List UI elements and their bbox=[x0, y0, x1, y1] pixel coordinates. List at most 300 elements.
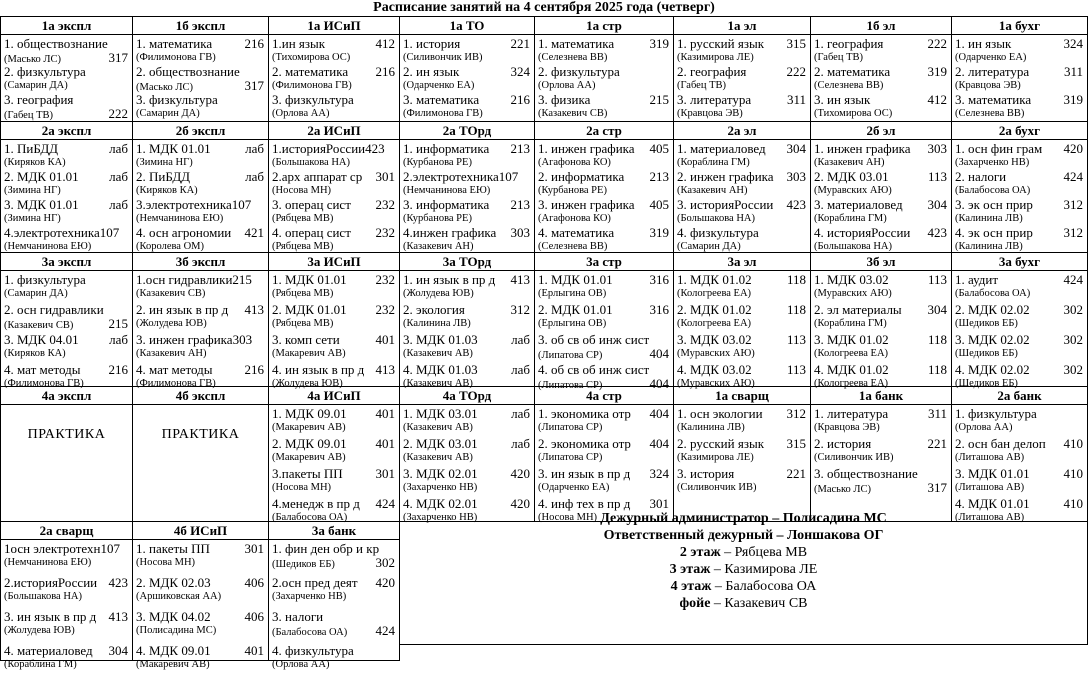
group-cell bbox=[269, 387, 400, 522]
lesson-teacher: (Одарченко ЕА) bbox=[403, 80, 475, 91]
lesson-subject: 3.пакеты ПП bbox=[272, 466, 343, 481]
lesson-teacher: (Калинина ЛВ) bbox=[677, 422, 745, 433]
lesson-room: 311 bbox=[786, 92, 806, 107]
lesson-subject: 3. комп сети bbox=[272, 332, 340, 347]
lesson-list bbox=[1, 35, 132, 120]
group-header: 3а банк bbox=[269, 522, 399, 540]
lesson-room: 221 bbox=[510, 36, 530, 51]
lesson-subject: 2.арх аппарат ср bbox=[272, 169, 363, 184]
lesson-teacher-line bbox=[4, 156, 128, 169]
lesson-teacher-line bbox=[4, 240, 128, 253]
lesson-teacher-line bbox=[272, 51, 395, 64]
lesson-teacher-line bbox=[677, 347, 806, 360]
lesson-list bbox=[952, 140, 1087, 253]
lesson-subject-line bbox=[677, 141, 806, 156]
lesson-teacher-line bbox=[272, 287, 395, 300]
lesson-teacher-line bbox=[538, 51, 669, 64]
lesson-teacher-line bbox=[955, 317, 1083, 330]
lesson-subject-line bbox=[4, 141, 128, 156]
group-header: 2а ИСиП bbox=[269, 122, 399, 140]
lesson-teacher-line bbox=[403, 156, 530, 169]
lesson-list bbox=[400, 271, 534, 392]
lesson-subject: 2. МДК 01.01 bbox=[538, 302, 613, 317]
lesson-room: 319 bbox=[649, 36, 669, 51]
group-cell bbox=[400, 387, 535, 522]
lesson-teacher: (Филимонова ГВ) bbox=[4, 378, 84, 389]
lesson-teacher: (Орлова АА) bbox=[538, 80, 596, 91]
lesson-subject: 1. МДК 01.01 bbox=[136, 141, 211, 156]
lesson-teacher: (Зимина НГ) bbox=[4, 185, 61, 196]
lesson-list bbox=[674, 35, 810, 120]
lesson-subject: 2. налоги bbox=[955, 169, 1007, 184]
lesson-teacher: (Липатова СР) bbox=[538, 380, 603, 391]
lesson-entry bbox=[538, 225, 669, 253]
lesson-subject: 4. эк осн прир bbox=[955, 225, 1033, 240]
lesson-room: 405 bbox=[649, 141, 669, 156]
lesson-teacher-line bbox=[955, 240, 1083, 253]
lesson-room: лаб bbox=[511, 332, 530, 347]
lesson-teacher: (Орлова АА) bbox=[272, 659, 330, 670]
lesson-teacher-line bbox=[814, 451, 947, 464]
lesson-teacher-line bbox=[403, 240, 530, 253]
lesson-teacher: (Полисадина МС) bbox=[136, 625, 217, 636]
lesson-subject-line bbox=[4, 643, 128, 658]
group-cell bbox=[269, 16, 400, 122]
lesson-entry bbox=[136, 609, 264, 643]
lesson-subject: 3. ин язык в пр д bbox=[538, 466, 631, 481]
lesson-subject: 3. информатика bbox=[403, 197, 490, 212]
lesson-subject-line bbox=[403, 436, 530, 451]
lesson-teacher-line bbox=[814, 481, 947, 496]
lesson-subject-line bbox=[4, 362, 128, 377]
page-title: Расписание занятий на 4 сентября 2025 года (четверг) bbox=[373, 0, 715, 15]
lesson-subject-line bbox=[272, 272, 395, 287]
lesson-entry bbox=[272, 272, 395, 302]
lesson-subject: 4. МДК 01.02 bbox=[814, 362, 889, 377]
lesson-entry bbox=[4, 272, 128, 302]
lesson-entry bbox=[403, 302, 530, 332]
lesson-subject-line bbox=[677, 169, 806, 184]
group-cell bbox=[0, 122, 133, 253]
group-cell bbox=[535, 253, 674, 391]
lesson-list bbox=[133, 140, 268, 253]
lesson-subject-line bbox=[538, 436, 669, 451]
duty-label: 3 этаж bbox=[669, 562, 711, 577]
lesson-subject-line bbox=[955, 362, 1083, 377]
lesson-subject: 1. МДК 01.02 bbox=[677, 272, 752, 287]
lesson-teacher-line bbox=[136, 240, 264, 253]
duty-name: – Рябцева МВ bbox=[720, 545, 808, 560]
lesson-subject-line bbox=[136, 332, 264, 347]
lesson-teacher-line bbox=[814, 51, 947, 64]
lesson-room: 213 bbox=[510, 197, 530, 212]
lesson-subject: 1.осн гидравлики215 bbox=[136, 272, 252, 287]
lesson-teacher: (Казакевич СВ) bbox=[538, 108, 608, 119]
lesson-subject-line bbox=[272, 302, 395, 317]
lesson-teacher: (Ерлыгина ОВ) bbox=[538, 288, 607, 299]
group-header: 2а бухг bbox=[952, 122, 1087, 140]
lesson-subject-line bbox=[136, 541, 264, 556]
lesson-teacher: (Жолудева ЮВ) bbox=[4, 625, 75, 636]
lesson-entry bbox=[272, 541, 395, 575]
lesson-teacher-line bbox=[272, 347, 395, 360]
lesson-teacher-line bbox=[272, 481, 395, 494]
lesson-room: 301 bbox=[649, 496, 669, 511]
lesson-subject-line bbox=[677, 332, 806, 347]
lesson-entry bbox=[538, 92, 669, 120]
lesson-list bbox=[133, 271, 268, 392]
lesson-teacher-line bbox=[677, 107, 806, 120]
lesson-room: 311 bbox=[927, 406, 947, 421]
lesson-entry bbox=[538, 272, 669, 302]
lesson-teacher: (Казакевич АН) bbox=[677, 185, 748, 196]
lesson-subject: 4. об св об инж сист bbox=[538, 362, 650, 377]
lesson-teacher-line bbox=[403, 481, 530, 494]
lesson-subject: 1. фин ден обр и кр bbox=[272, 541, 380, 556]
lesson-teacher-line bbox=[272, 624, 395, 639]
lesson-teacher-line bbox=[136, 212, 264, 225]
lesson-entry bbox=[955, 64, 1083, 92]
lesson-subject: 2.осн пред деят bbox=[272, 575, 358, 590]
lesson-subject-line bbox=[538, 362, 669, 377]
lesson-teacher: (Филимонова ГВ) bbox=[136, 52, 216, 63]
lesson-teacher: (Одарченко ЕА) bbox=[538, 482, 610, 493]
group-header: 1а сварщ bbox=[674, 387, 810, 405]
lesson-entry bbox=[955, 92, 1083, 120]
lesson-subject-line bbox=[403, 272, 530, 287]
lesson-subject-line bbox=[272, 436, 395, 451]
lesson-room: 404 bbox=[649, 436, 669, 451]
lesson-subject-line bbox=[4, 302, 128, 317]
lesson-room: 232 bbox=[375, 302, 395, 317]
lesson-subject-line bbox=[955, 225, 1083, 240]
lesson-teacher-line bbox=[272, 317, 395, 330]
lesson-room: 319 bbox=[649, 225, 669, 240]
lesson-teacher-line bbox=[136, 347, 264, 360]
lesson-entry bbox=[403, 141, 530, 169]
lesson-teacher-line bbox=[814, 212, 947, 225]
lesson-entry bbox=[538, 36, 669, 64]
lesson-entry bbox=[4, 302, 128, 332]
lesson-teacher: (Зимина НГ) bbox=[136, 157, 193, 168]
lesson-entry bbox=[677, 436, 806, 466]
lesson-subject-line bbox=[4, 332, 128, 347]
lesson-teacher-line bbox=[955, 347, 1083, 360]
lesson-subject: 3. историяРоссии bbox=[677, 197, 774, 212]
lesson-subject: 1. ин язык в пр д bbox=[403, 272, 496, 287]
lesson-subject-line bbox=[955, 302, 1083, 317]
lesson-teacher-line bbox=[538, 184, 669, 197]
lesson-subject-line bbox=[272, 406, 395, 421]
lesson-entry bbox=[814, 92, 947, 120]
group-header: 2а стр bbox=[535, 122, 673, 140]
lesson-teacher: (Муравских АЮ) bbox=[677, 348, 755, 359]
lesson-teacher-line bbox=[538, 107, 669, 120]
lesson-entry bbox=[955, 272, 1083, 302]
lesson-entry bbox=[677, 332, 806, 362]
lesson-subject-line bbox=[538, 197, 669, 212]
lesson-entry bbox=[4, 141, 128, 169]
lesson-teacher-line bbox=[538, 79, 669, 92]
lesson-subject-line bbox=[403, 92, 530, 107]
lesson-subject-line bbox=[136, 36, 264, 51]
lesson-room: 312 bbox=[1063, 197, 1083, 212]
lesson-subject: 2. МДК 01.01 bbox=[4, 169, 79, 184]
lesson-entry bbox=[814, 332, 947, 362]
lesson-room: 324 bbox=[649, 466, 669, 481]
lesson-teacher: (Габец ТВ) bbox=[814, 52, 863, 63]
lesson-teacher-line bbox=[272, 590, 395, 603]
lesson-room: 413 bbox=[244, 302, 264, 317]
group-cell bbox=[133, 522, 269, 670]
lesson-subject-line bbox=[136, 302, 264, 317]
lesson-teacher: (Кологреева ЕА) bbox=[677, 318, 752, 329]
lesson-room: 302 bbox=[1063, 302, 1083, 317]
lesson-subject: 4. МДК 02.01 bbox=[403, 496, 478, 511]
lesson-room-alt: 302 bbox=[375, 555, 395, 570]
lesson-teacher: (Королева ОМ) bbox=[136, 241, 205, 252]
lesson-entry bbox=[272, 332, 395, 362]
lesson-list bbox=[535, 35, 673, 120]
lesson-subject-line bbox=[538, 466, 669, 481]
lesson-teacher-line bbox=[955, 421, 1083, 434]
lesson-room: 304 bbox=[108, 643, 128, 658]
lesson-teacher: (Рябцева МВ) bbox=[272, 318, 334, 329]
lesson-room: 304 bbox=[927, 302, 947, 317]
lesson-subject-line bbox=[955, 36, 1083, 51]
lesson-room: 420 bbox=[1063, 141, 1083, 156]
lesson-teacher: (Немчанинова ЕЮ) bbox=[4, 241, 92, 252]
lesson-teacher-line bbox=[677, 51, 806, 64]
lesson-entry bbox=[677, 466, 806, 496]
lesson-entry bbox=[814, 406, 947, 436]
lesson-subject-line bbox=[272, 197, 395, 212]
lesson-entry bbox=[955, 466, 1083, 496]
lesson-teacher: (Жолудева ЮВ) bbox=[136, 318, 207, 329]
lesson-room: 232 bbox=[375, 272, 395, 287]
lesson-teacher-line bbox=[136, 287, 264, 300]
lesson-teacher-line bbox=[136, 317, 264, 330]
lesson-subject: 2. география bbox=[677, 64, 747, 79]
lesson-subject-line bbox=[814, 332, 947, 347]
lesson-teacher: (Масько ЛС) bbox=[814, 484, 872, 495]
group-cell bbox=[674, 16, 811, 122]
lesson-subject-line bbox=[814, 64, 947, 79]
lesson-teacher: (Казакевич АН) bbox=[403, 241, 474, 252]
group-header: 2а сварщ bbox=[1, 522, 132, 540]
lesson-room: 118 bbox=[927, 332, 947, 347]
lesson-teacher: (Киряков КА) bbox=[4, 348, 66, 359]
lesson-room: 221 bbox=[927, 436, 947, 451]
lesson-entry bbox=[677, 197, 806, 225]
lesson-subject: 4. осн агрономии bbox=[136, 225, 232, 240]
lesson-subject: 4. мат методы bbox=[4, 362, 81, 377]
lesson-subject-line bbox=[272, 541, 395, 556]
duty-line bbox=[400, 510, 1087, 527]
group-cell bbox=[133, 387, 269, 522]
lesson-teacher: (Казимирова ЛЕ) bbox=[677, 52, 754, 63]
lesson-entry bbox=[136, 141, 264, 169]
group-cell bbox=[400, 16, 535, 122]
lesson-subject: 1. МДК 09.01 bbox=[272, 406, 347, 421]
lesson-list bbox=[1, 271, 132, 392]
lesson-subject-line bbox=[272, 496, 395, 511]
lesson-teacher-line bbox=[538, 451, 669, 464]
lesson-subject-line bbox=[677, 302, 806, 317]
lesson-subject: 2. МДК 01.01 bbox=[272, 302, 347, 317]
lesson-teacher: (Казакевич АН) bbox=[136, 348, 207, 359]
duty-roster bbox=[400, 506, 1088, 645]
lesson-teacher: (Киряков КА) bbox=[136, 185, 198, 196]
lesson-room: 221 bbox=[786, 466, 806, 481]
lesson-subject-line bbox=[272, 141, 395, 156]
lesson-room: 413 bbox=[375, 362, 395, 377]
lesson-entry bbox=[538, 64, 669, 92]
lesson-teacher: (Шедиков ЕБ) bbox=[955, 378, 1018, 389]
lesson-entry bbox=[4, 36, 128, 64]
lesson-subject-line bbox=[814, 302, 947, 317]
lesson-teacher: (Носова МН) bbox=[272, 185, 332, 196]
group-cell bbox=[269, 253, 400, 387]
lesson-teacher: (Носова МН) bbox=[538, 512, 598, 523]
group-cell bbox=[952, 122, 1088, 253]
lesson-room: 412 bbox=[927, 92, 947, 107]
lesson-teacher-line bbox=[4, 287, 128, 300]
lesson-entry bbox=[403, 466, 530, 496]
lesson-teacher-line bbox=[4, 212, 128, 225]
lesson-room: 222 bbox=[927, 36, 947, 51]
lesson-subject-line bbox=[4, 541, 128, 556]
lesson-teacher: (Самарин ДА) bbox=[4, 288, 68, 299]
lesson-entry bbox=[136, 332, 264, 362]
lesson-teacher: (Кораблина ГМ) bbox=[814, 213, 887, 224]
lesson-subject-line bbox=[136, 225, 264, 240]
group-header: 4а ИСиП bbox=[269, 387, 399, 405]
lesson-teacher: (Селезнева ВВ) bbox=[814, 80, 884, 91]
lesson-room-alt: 424 bbox=[375, 623, 395, 638]
lesson-subject: 1. МДК 01.01 bbox=[272, 272, 347, 287]
lesson-subject-line bbox=[4, 609, 128, 624]
lesson-teacher-line bbox=[4, 79, 128, 92]
lesson-entry bbox=[403, 64, 530, 92]
lesson-teacher: (Агафонова КО) bbox=[538, 157, 611, 168]
lesson-list bbox=[269, 140, 399, 253]
lesson-entry bbox=[272, 575, 395, 609]
lesson-subject: 4. ин язык в пр д bbox=[272, 362, 365, 377]
group-header: 4б ИСиП bbox=[133, 522, 268, 540]
lesson-subject-line bbox=[955, 436, 1083, 451]
lesson-subject: 3. об св об инж сист bbox=[538, 332, 650, 347]
lesson-room: 410 bbox=[1063, 436, 1083, 451]
lesson-subject: 3. физкультура bbox=[136, 92, 218, 107]
lesson-subject-line bbox=[677, 36, 806, 51]
lesson-teacher: (Калинина ЛВ) bbox=[955, 241, 1023, 252]
group-cell bbox=[133, 16, 269, 122]
lesson-teacher: (Большакова НА) bbox=[272, 157, 350, 168]
lesson-teacher-line bbox=[677, 79, 806, 92]
lesson-subject-line bbox=[538, 332, 669, 347]
group-header: 3б эл bbox=[811, 253, 951, 271]
lesson-entry bbox=[403, 406, 530, 436]
lesson-subject-line bbox=[814, 362, 947, 377]
lesson-room: 324 bbox=[510, 64, 530, 79]
lesson-teacher: (Жолудева ЮВ) bbox=[403, 288, 474, 299]
group-header: 1а ИСиП bbox=[269, 17, 399, 35]
lesson-subject-line bbox=[538, 272, 669, 287]
lesson-entry bbox=[272, 64, 395, 92]
group-header: 2а эл bbox=[674, 122, 810, 140]
lesson-room: 424 bbox=[375, 496, 395, 511]
lesson-entry bbox=[4, 169, 128, 197]
lesson-room: 301 bbox=[375, 466, 395, 481]
lesson-subject-line bbox=[677, 466, 806, 481]
lesson-teacher: (Липатова СР) bbox=[538, 452, 603, 463]
lesson-teacher-line bbox=[538, 481, 669, 494]
lesson-subject-line bbox=[814, 141, 947, 156]
duty-line bbox=[400, 527, 1087, 544]
lesson-subject-line bbox=[403, 169, 530, 184]
lesson-entry bbox=[538, 332, 669, 362]
lesson-teacher: (Макаревич АВ) bbox=[272, 422, 346, 433]
lesson-teacher: (Филимонова ГВ) bbox=[403, 108, 483, 119]
group-header: 2а ТОрд bbox=[400, 122, 534, 140]
lesson-subject: 4. математика bbox=[538, 225, 615, 240]
lesson-subject-line bbox=[677, 362, 806, 377]
lesson-teacher: (Селезнева ВВ) bbox=[955, 108, 1025, 119]
lesson-teacher-line bbox=[677, 240, 806, 253]
lesson-subject: 2. физкультура bbox=[538, 64, 620, 79]
lesson-subject-line bbox=[272, 92, 395, 107]
lesson-subject: 1. физкультура bbox=[4, 272, 86, 287]
lesson-teacher-line bbox=[677, 184, 806, 197]
lesson-room: лаб bbox=[511, 362, 530, 377]
lesson-teacher: (Большакова НА) bbox=[677, 213, 755, 224]
lesson-subject-line bbox=[136, 272, 264, 287]
lesson-teacher: (Захарченко НВ) bbox=[403, 512, 478, 523]
lesson-subject: 1.историяРоссии423 bbox=[272, 141, 385, 156]
lesson-subject: 2. осн бан делоп bbox=[955, 436, 1046, 451]
lesson-entry bbox=[814, 169, 947, 197]
lesson-subject-line bbox=[814, 436, 947, 451]
lesson-room: лаб bbox=[109, 197, 128, 212]
lesson-subject: 2. математика bbox=[814, 64, 891, 79]
lesson-room: 406 bbox=[244, 609, 264, 624]
lesson-subject: 4.электротехника107 bbox=[4, 225, 120, 240]
lesson-teacher-line bbox=[403, 79, 530, 92]
lesson-entry bbox=[403, 436, 530, 466]
lesson-list bbox=[400, 35, 534, 120]
lesson-list bbox=[535, 140, 673, 253]
group-cell bbox=[811, 253, 952, 387]
lesson-teacher: (Литашова АВ) bbox=[955, 512, 1025, 523]
lesson-entry bbox=[4, 332, 128, 362]
lesson-room: 413 bbox=[108, 609, 128, 624]
lesson-entry bbox=[677, 302, 806, 332]
lesson-room: 424 bbox=[1063, 272, 1083, 287]
lesson-subject: 2. МДК 03.01 bbox=[814, 169, 889, 184]
lesson-room-alt: 222 bbox=[108, 106, 128, 121]
lesson-subject-line bbox=[955, 92, 1083, 107]
lesson-room: 412 bbox=[375, 36, 395, 51]
lesson-teacher-line bbox=[4, 347, 128, 360]
lesson-entry bbox=[4, 197, 128, 225]
lesson-subject-line bbox=[272, 332, 395, 347]
lesson-room: 420 bbox=[375, 575, 395, 590]
duty-line bbox=[400, 544, 1087, 561]
lesson-entry bbox=[4, 541, 128, 575]
lesson-entry bbox=[136, 643, 264, 677]
lesson-room: 302 bbox=[1063, 362, 1083, 377]
